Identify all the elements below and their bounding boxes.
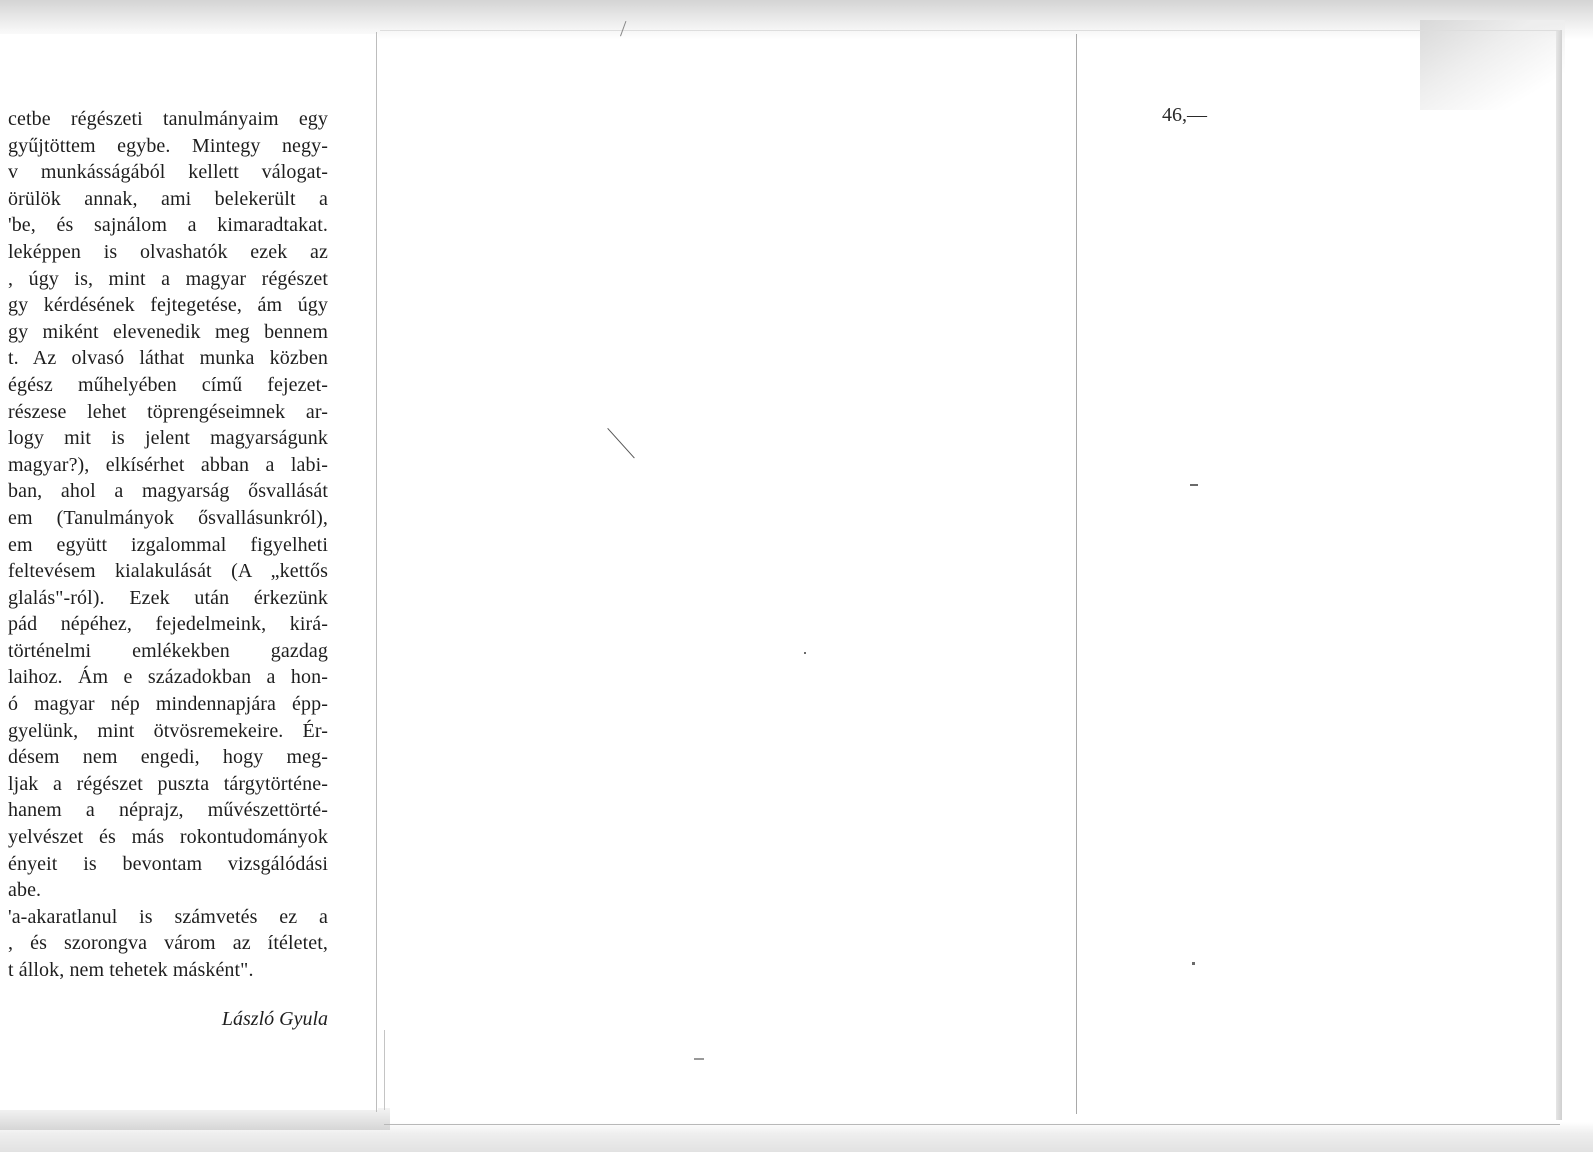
scan-scratch bbox=[607, 428, 635, 458]
text-line: ó magyar nép mindennapjára épp- bbox=[8, 693, 328, 716]
scan-speck bbox=[694, 1058, 704, 1060]
text-line: logy mit is jelent magyarságunk bbox=[8, 427, 328, 450]
text-line: részese lehet töprengéseimnek ar- bbox=[8, 400, 328, 423]
middle-page-edge bbox=[384, 1030, 385, 1110]
text-line: történelmi emlékekben gazdag bbox=[8, 639, 328, 662]
afterword-text bbox=[8, 106, 328, 984]
scan-bottom-left-shadow bbox=[0, 1108, 390, 1130]
text-line: magyar?), elkísérhet abban a labi- bbox=[8, 453, 328, 476]
text-line: örülök annak, ami belekerült a bbox=[8, 187, 328, 210]
text-line: em (Tanulmányok ősvallásunkról), bbox=[8, 506, 328, 529]
text-line: t. Az olvasó láthat munka közben bbox=[8, 347, 328, 370]
text-line: gyűjtöttem egybe. Mintegy negy- bbox=[8, 134, 328, 157]
text-line: égész műhelyében című fejezet- bbox=[8, 373, 328, 396]
scan-speck bbox=[1190, 484, 1198, 486]
text-line: cetbe régészeti tanulmányaim egy bbox=[8, 108, 328, 130]
text-line: désem nem engedi, hogy meg- bbox=[8, 746, 328, 769]
spine-fold bbox=[1076, 34, 1077, 1114]
text-line: gyelünk, mint ötvösremekeire. Ér- bbox=[8, 719, 328, 742]
text-line: hanem a néprajz, művészettörté- bbox=[8, 799, 328, 822]
text-line: glalás"-ról). Ezek után érkezünk bbox=[8, 586, 328, 609]
text-line: ljak a régészet puszta tárgytörténe- bbox=[8, 772, 328, 795]
text-line: , úgy is, mint a magyar régészet bbox=[8, 267, 328, 290]
scan-speck bbox=[804, 652, 806, 654]
text-line: v munkásságából kellett válogat- bbox=[8, 161, 328, 184]
text-line: yelvészet és más rokontudományok bbox=[8, 826, 328, 849]
text-line: abe. bbox=[8, 879, 42, 902]
scan-corner-shadow bbox=[1420, 20, 1565, 110]
text-line: ényeit is bevontam vizsgálódási bbox=[8, 852, 328, 875]
scan-right-edge bbox=[1556, 30, 1562, 1120]
author-signature: László Gyula bbox=[221, 1008, 328, 1030]
text-line: , és szorongva várom az ítéletet, bbox=[8, 932, 328, 955]
text-line: 'a-akaratlanul is számvetés ez a bbox=[8, 905, 328, 928]
text-line: leképpen is olvashatók ezek az bbox=[8, 240, 328, 263]
text-line: pád népéhez, fejedelmeink, kirá- bbox=[8, 613, 328, 636]
text-line: 'be, és sajnálom a kimaradtakat. bbox=[8, 214, 328, 237]
text-line: em együtt izgalommal figyelheti bbox=[8, 533, 328, 556]
page-bottom-edge bbox=[384, 1124, 1560, 1125]
text-line: feltevésem kialakulását (A „kettős bbox=[8, 560, 328, 583]
page-top-edge bbox=[380, 30, 1560, 31]
price-label: 46,— bbox=[1162, 104, 1207, 126]
scan-speck bbox=[1192, 962, 1195, 965]
left-page-edge bbox=[376, 32, 377, 1112]
text-line: laihoz. Ám e századokban a hon- bbox=[8, 666, 328, 689]
text-line: gy miként elevenedik meg bennem bbox=[8, 320, 328, 343]
text-line: gy kérdésének fejtegetése, ám úgy bbox=[8, 294, 328, 317]
text-line: ban, ahol a magyarság ősvallását bbox=[8, 480, 328, 503]
text-line: t állok, nem tehetek másként". bbox=[8, 959, 254, 981]
